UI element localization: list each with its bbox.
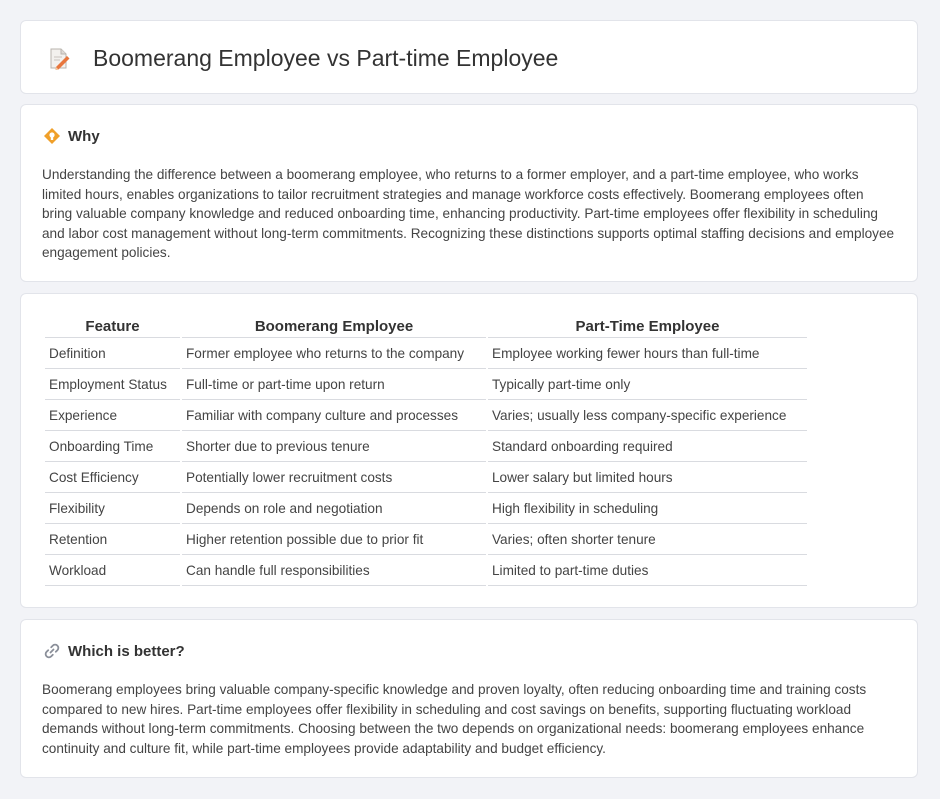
feature-cell: Workload bbox=[45, 555, 180, 586]
feature-cell: Definition bbox=[45, 338, 180, 369]
feature-cell: Onboarding Time bbox=[45, 431, 180, 462]
boomerang-cell: Higher retention possible due to prior fit bbox=[182, 524, 486, 555]
boomerang-cell: Shorter due to previous tenure bbox=[182, 431, 486, 462]
which-is-better-heading: Which is better? bbox=[68, 642, 185, 660]
document-pencil-icon bbox=[47, 47, 71, 71]
bulb-sign-icon bbox=[43, 127, 61, 145]
boomerang-cell: Full-time or part-time upon return bbox=[182, 369, 486, 400]
comparison-section bbox=[20, 293, 918, 608]
part-time-cell: Lower salary but limited hours bbox=[488, 462, 807, 493]
header-part-time: Part-Time Employee bbox=[488, 316, 807, 338]
part-time-cell: Employee working fewer hours than full-time bbox=[488, 338, 807, 369]
comparison-table bbox=[43, 316, 809, 586]
part-time-cell: Limited to part-time duties bbox=[488, 555, 807, 586]
table-row bbox=[45, 493, 807, 524]
feature-cell: Retention bbox=[45, 524, 180, 555]
table-row bbox=[45, 369, 807, 400]
which-is-better-text: Boomerang employees bring valuable company-specific knowledge and proven loyalty, often reducing onboarding time and training costs compared to new hires. Part-time employees offer flexibility in scheduling and cost savings on benefits, supporting fluctuating workload demands without long-term commitments. Choosing between the two depends on organizational needs: boomerang employees enhance continuity and culture fit, while part-time employees provide adaptability and budget efficiency. bbox=[42, 682, 867, 756]
table-row bbox=[45, 431, 807, 462]
why-heading: Why bbox=[68, 127, 100, 145]
boomerang-cell: Depends on role and negotiation bbox=[182, 493, 486, 524]
table-row bbox=[45, 400, 807, 431]
table-row bbox=[45, 524, 807, 555]
feature-cell: Employment Status bbox=[45, 369, 180, 400]
link-icon bbox=[43, 642, 61, 660]
feature-cell: Cost Efficiency bbox=[45, 462, 180, 493]
title-card bbox=[20, 20, 918, 94]
which-is-better-section bbox=[20, 619, 918, 778]
table-header-row bbox=[45, 316, 807, 338]
boomerang-cell: Potentially lower recruitment costs bbox=[182, 462, 486, 493]
why-text: Understanding the difference between a boomerang employee, who returns to a former employer, and a part-time employee, who works limited hours, enables organizations to tailor recruitment strategies and manage workforce costs effectively. Boomerang employees often bring valuable company knowledge and reduced onboarding time, enhancing productivity. Part-time employees offer flexibility in scheduling and labor cost management without long-term commitments. Recognizing these distinctions supports optimal staffing decisions and employee engagement policies. bbox=[42, 167, 895, 261]
header-feature: Feature bbox=[45, 316, 180, 338]
boomerang-cell: Can handle full responsibilities bbox=[182, 555, 486, 586]
feature-cell: Experience bbox=[45, 400, 180, 431]
boomerang-cell: Familiar with company culture and processes bbox=[182, 400, 486, 431]
part-time-cell: Typically part-time only bbox=[488, 369, 807, 400]
part-time-cell: Standard onboarding required bbox=[488, 431, 807, 462]
header-boomerang: Boomerang Employee bbox=[182, 316, 486, 338]
part-time-cell: High flexibility in scheduling bbox=[488, 493, 807, 524]
page-title: Boomerang Employee vs Part-time Employee bbox=[93, 45, 559, 71]
why-section bbox=[20, 104, 918, 282]
boomerang-cell: Former employee who returns to the company bbox=[182, 338, 486, 369]
table-row bbox=[45, 462, 807, 493]
table-row bbox=[45, 338, 807, 369]
feature-cell: Flexibility bbox=[45, 493, 180, 524]
part-time-cell: Varies; often shorter tenure bbox=[488, 524, 807, 555]
table-row bbox=[45, 555, 807, 586]
part-time-cell: Varies; usually less company-specific experience bbox=[488, 400, 807, 431]
